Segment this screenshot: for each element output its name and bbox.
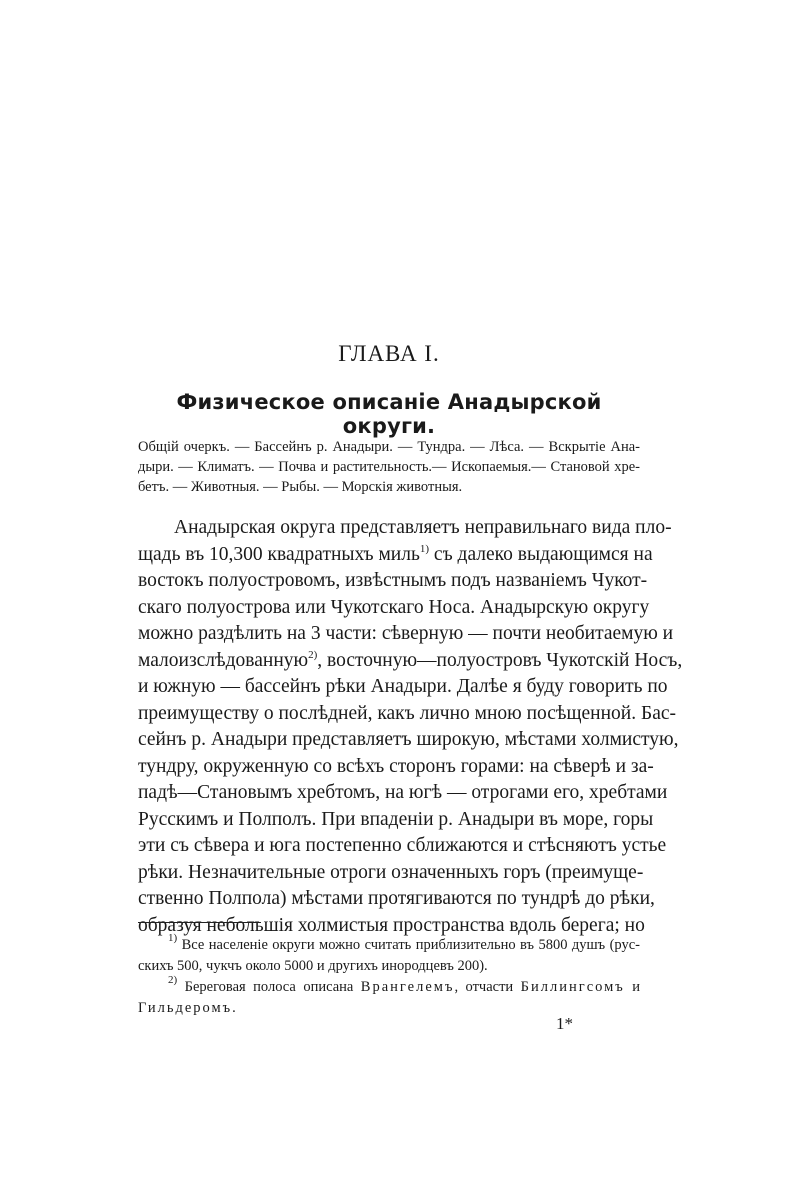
body-text-fragment: съ далеко выдающимся на	[429, 543, 653, 565]
chapter-title: Физическое описаніе Анадырской округи.	[176, 390, 602, 438]
footnote-name-billings: Биллингсомъ	[520, 979, 625, 995]
summary-line: дыри. — Климатъ. — Почва и растительность.— Ископаемыя.— Становой хре-	[138, 459, 640, 475]
signature-mark: 1*	[556, 1014, 573, 1033]
footnote-line	[138, 974, 641, 998]
footnote-1	[138, 932, 640, 977]
body-line	[138, 542, 653, 569]
footnote-mark-1: 1)	[168, 932, 178, 944]
body-line: тундру, окруженную со всѣхъ сторонъ горами: на сѣверѣ и за-	[138, 755, 654, 777]
footnote-2	[138, 974, 641, 1019]
footnote-ref-1: 1)	[419, 542, 430, 555]
body-line: преимуществу о послѣдней, какъ лично мною посѣщенной. Бас-	[138, 702, 676, 724]
body-line: можно раздѣлить на 3 части: сѣверную — почти необитаемую и	[138, 623, 674, 644]
footnote-text: Все населеніе округи можно считать приблизительно въ 5800 душъ (рус-	[177, 937, 640, 953]
footnote-text: и	[624, 979, 641, 995]
footnote-text: Береговая полоса описана	[177, 979, 361, 995]
body-line: скаго полуострова или Чукотскаго Носа. Анадырскую округу	[138, 596, 650, 618]
summary-line: бетъ. — Животныя. — Рыбы. — Морскія животныя.	[138, 479, 463, 495]
body-line: сейнъ р. Анадыри представляетъ широкую, мѣстами холмистую,	[138, 729, 679, 750]
body-line	[138, 648, 683, 675]
footnote-divider	[138, 922, 261, 923]
body-line: востокъ полуостровомъ, извѣстнымъ подъ названіемъ Чукот-	[138, 570, 648, 591]
footnote-mark-2: 2)	[168, 974, 178, 986]
footnote-line	[138, 932, 640, 956]
footnote-ref-2: 2)	[308, 648, 318, 661]
body-text-fragment: , восточную—полуостровъ Чукотскій Носъ,	[317, 649, 683, 671]
footnote-name-gilder: Гильдеромъ	[138, 1000, 233, 1016]
body-line: падѣ—Становымъ хребтомъ, на югѣ — отрогами его, хребтами	[138, 782, 668, 803]
body-line: образуя небольшія холмистыя пространства вдоль берега; но	[138, 914, 645, 936]
body-text-fragment: щадь въ 10,300 квадратныхъ миль	[138, 543, 420, 565]
body-line: Анадырская округа представляетъ неправильнаго вида пло-	[174, 517, 672, 538]
footnote-text: , отчасти	[454, 979, 521, 995]
chapter-heading: ГЛАВА I.	[338, 341, 440, 366]
chapter-summary	[138, 437, 640, 497]
body-line: эти съ сѣвера и юга постепенно сближаются и стѣсняютъ устье	[138, 835, 667, 856]
body-line: ственно Полпола) мѣстами протягиваются по тундрѣ до рѣки,	[138, 888, 655, 909]
footnote-line: скихъ 500, чукчъ около 5000 и другихъ инородцевъ 200).	[138, 958, 488, 974]
body-line: и южную — бассейнъ рѣки Анадыри. Далѣе я буду говорить по	[138, 676, 668, 697]
body-text-fragment: малоизслѣдованную	[138, 649, 309, 671]
body-line: рѣки. Незначительные отроги означенныхъ горъ (преимуще-	[138, 861, 644, 883]
summary-line: Общій очеркъ. — Бассейнъ р. Анадыри. — Тундра. — Лѣса. — Вскрытіе Ана-	[138, 439, 640, 455]
footnote-name-wrangel: Врангелемъ	[360, 979, 455, 995]
body-text	[138, 515, 683, 939]
body-line: Русскимъ и Полполъ. При впаденіи р. Анадыри въ море, горы	[138, 808, 654, 830]
footnote-text: .	[232, 1000, 236, 1016]
